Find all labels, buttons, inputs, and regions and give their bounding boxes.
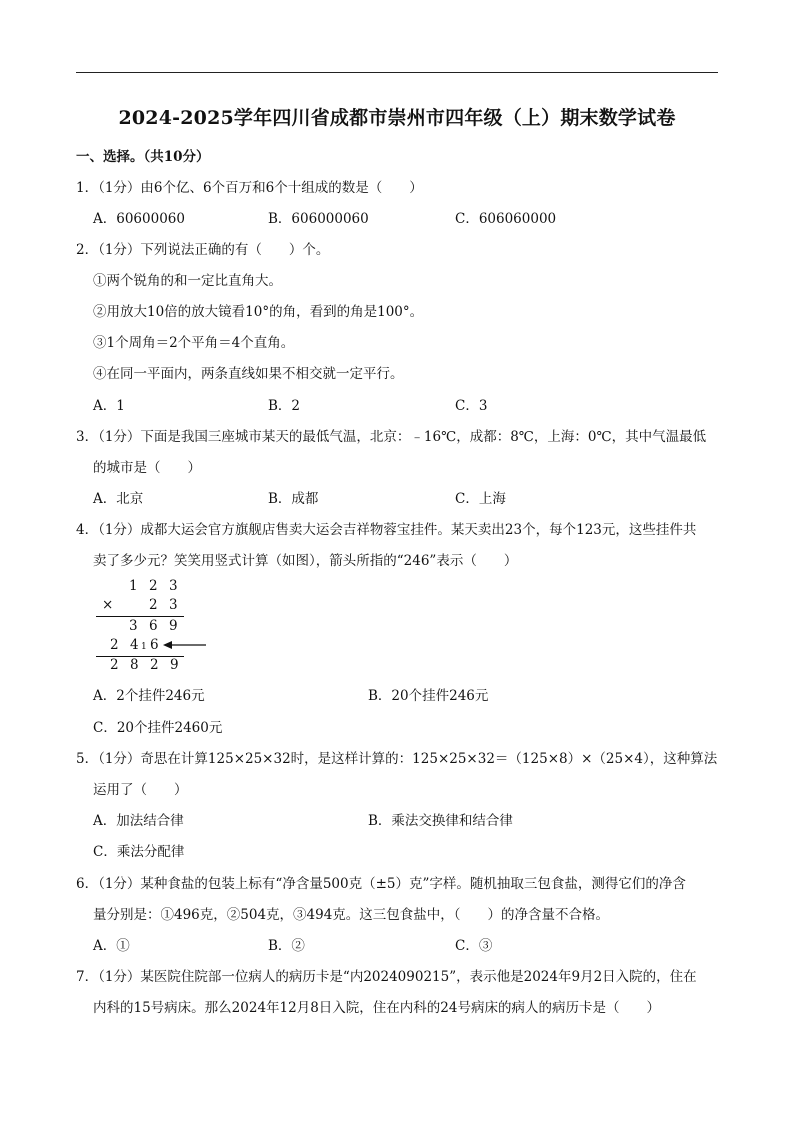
q2-option-c: C．3: [455, 398, 488, 414]
calc-digit: 2: [149, 597, 158, 613]
q1-option-c: C．606060000: [455, 211, 557, 227]
calc-digit: 4: [130, 637, 139, 653]
q5-stem-line2: 运用了（ ）: [93, 782, 188, 798]
calc-digit: 2: [150, 657, 159, 673]
q3-stem-line1: 3．（1分）下面是我国三座城市某天的最低气温，北京：﹣16℃，成都：8℃，上海：0℃，其中气温最低: [76, 429, 707, 445]
q4-option-c: C．20个挂件2460元: [93, 720, 223, 736]
calc-rule-1: [96, 616, 184, 617]
calc-digit: 2: [110, 637, 119, 653]
q5-option-c: C．乘法分配律: [93, 844, 185, 860]
calc-digit: 3: [129, 618, 138, 634]
calc-digit: 2: [110, 657, 119, 673]
calc-digit: 9: [170, 657, 179, 673]
q2-option-b: B．2: [268, 398, 301, 414]
q4-stem-line2: 卖了多少元？笑笑用竖式计算（如图），箭头所指的“246”表示（ ）: [93, 553, 518, 569]
q2-statement-1: ①两个锐角的和一定比直角大。: [93, 273, 282, 289]
q2-statement-3: ③1个周角＝2个平角＝4个直角。: [93, 335, 295, 351]
carry-digit: 1: [141, 642, 147, 652]
calc-digit: 3: [169, 578, 178, 594]
calc-digit: 6: [149, 618, 158, 634]
header-rule: [76, 72, 718, 73]
q2-stem: 2．（1分）下列说法正确的有（ ）个。: [76, 242, 330, 258]
calc-digit: 9: [169, 618, 178, 634]
q3-option-a: A．北京: [93, 491, 144, 507]
multiply-sign: ×: [102, 597, 114, 613]
q3-option-c: C．上海: [455, 491, 506, 507]
q5-stem-line1: 5．（1分）奇思在计算125×25×32时，是这样计算的：125×25×32＝（125×8）×（25×4），这种算法: [76, 751, 718, 767]
q1-option-b: B．606000060: [268, 211, 369, 227]
q5-option-b: B．乘法交换律和结合律: [368, 813, 513, 829]
q4-option-a: A．2个挂件246元: [93, 688, 205, 704]
q5-option-a: A．加法结合律: [93, 813, 184, 829]
q2-option-a: A．1: [93, 398, 125, 414]
q4-option-b: B．20个挂件246元: [368, 688, 489, 704]
calc-digit: 8: [130, 657, 139, 673]
q6-stem-line2: 量分别是：①496克，②504克，③494克。这三包食盐中，（ ）的净含量不合格。: [93, 907, 610, 923]
section-heading: 一、选择。（共10分）: [76, 149, 210, 165]
q6-option-c: C．③: [455, 938, 493, 954]
q7-stem-line2: 内科的15号病床。那么2024年12月8日入院，住在内科的24号病床的病人的病历卡是（ ）: [93, 1000, 660, 1016]
q2-statement-2: ②用放大10倍的放大镜看10°的角，看到的角是100°。: [93, 304, 424, 320]
q4-stem-line1: 4．（1分）成都大运会官方旗舰店售卖大运会吉祥物蓉宝挂件。某天卖出23个，每个123元，这些挂件共: [76, 522, 697, 538]
q2-statement-4: ④在同一平面内，两条直线如果不相交就一定平行。: [93, 366, 404, 382]
q6-option-a: A．①: [93, 938, 130, 954]
q1-option-a: A．60600060: [93, 211, 185, 227]
q1-stem: 1．（1分）由6个亿、6个百万和6个十组成的数是（ ）: [76, 180, 423, 196]
calc-digit: 1: [129, 578, 138, 594]
q3-stem-line2: 的城市是（ ）: [93, 460, 201, 476]
arrow-left-icon: [162, 637, 208, 653]
calc-digit: 2: [149, 578, 158, 594]
page-title: 2024-2025学年四川省成都市崇州市四年级（上）期末数学试卷: [118, 107, 676, 129]
calc-digit: 3: [169, 597, 178, 613]
vertical-multiplication: [92, 576, 222, 672]
calc-digit: 6: [150, 637, 159, 653]
q7-stem-line1: 7．（1分）某医院住院部一位病人的病历卡是“内2024090215”，表示他是2024年9月2日入院的，住在: [76, 969, 697, 985]
q6-option-b: B．②: [268, 938, 305, 954]
q3-option-b: B．成都: [268, 491, 319, 507]
q6-stem-line1: 6．（1分）某种食盐的包装上标有“净含量500克（±5）克”字样。随机抽取三包食盐，测得它们的净含: [76, 876, 686, 892]
